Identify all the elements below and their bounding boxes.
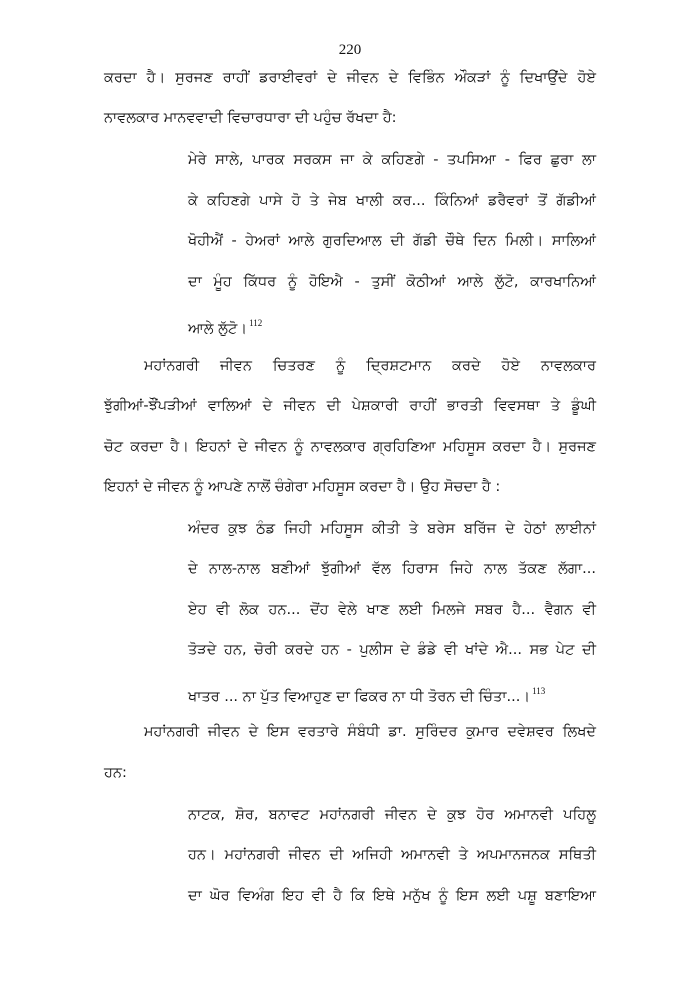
- quote-line: ਦਾ ਘੋਰ ਵਿਅੰਗ ਇਹ ਵੀ ਹੈ ਕਿ ਇਥੇ ਮਨੁੱਖ ਨੂੰ ਇਸ ਲਈ ਪਸ਼ੂ ਬਣਾਇਆ: [188, 888, 596, 904]
- body-line: ਮਹਾਂਨਗਰੀ ਜੀਵਨ ਚਿਤਰਣ ਨੂੰ ਦ੍ਰਿਸ਼ਟਮਾਨ ਕਰਦੇ ਹੋਏ ਨਾਵਲਕਾਰ: [144, 358, 596, 374]
- body-line: ਮਹਾਂਨਗਰੀ ਜੀਵਨ ਦੇ ਇਸ ਵਰਤਾਰੇ ਸੰਬੰਧੀ ਡਾ. ਸੁਰਿੰਦਰ ਕੁਮਾਰ ਦਵੇਸ਼ਵਰ ਲਿਖਦੇ: [144, 724, 596, 740]
- body-line: ਝੁੱਗੀਆਂ-ਝੌਂਪੜੀਆਂ ਵਾਲਿਆਂ ਦੇ ਜੀਵਨ ਦੀ ਪੇਸ਼ਕਾਰੀ ਰਾਹੀਂ ਭਾਰਤੀ ਵਿਵਸਥਾ ਤੇ ਡੂੰਘੀ: [104, 398, 596, 414]
- quote-line: ਅੰਦਰ ਕੁਝ ਠੰਡ ਜਿਹੀ ਮਹਿਸੂਸ ਕੀਤੀ ਤੇ ਬਰੇਸ ਬਰਿੱਜ ਦੇ ਹੇਠਾਂ ਲਾਈਨਾਂ: [188, 521, 596, 537]
- quote-line: ਤੋੜਦੇ ਹਨ, ਚੋਰੀ ਕਰਦੇ ਹਨ - ਪੁਲੀਸ ਦੇ ਡੰਡੇ ਵੀ ਖਾਂਦੇ ਐ... ਸਭ ਪੇਟ ਦੀ: [188, 642, 596, 658]
- quote-line: [188, 313, 596, 339]
- footnote-ref: 113: [532, 686, 546, 696]
- page-number: 220: [338, 42, 362, 58]
- quote-line: ਹਨ। ਮਹਾਂਨਗਰੀ ਜੀਵਨ ਦੀ ਅਜਿਹੀ ਅਮਾਨਵੀ ਤੇ ਅਪਮਾਨਜਨਕ ਸਥਿਤੀ: [188, 847, 596, 863]
- quote-text: ਆਲੇ ਲੁੱਟੋ।: [188, 321, 248, 337]
- quote-line: ਦਾ ਮੂੰਹ ਕਿੱਧਰ ਨੂੰ ਹੋਇਐ - ਤੁਸੀਂ ਕੋਠੀਆਂ ਆਲੇ ਲੁੱਟੋ, ਕਾਰਖਾਨਿਆਂ: [188, 274, 596, 290]
- quote-line: ਦੇ ਨਾਲ-ਨਾਲ ਬਣੀਆਂ ਝੁੱਗੀਆਂ ਵੱਲ ਹਿਰਾਸ ਜਿਹੇ ਨਾਲ ਤੱਕਣ ਲੱਗਾ...: [188, 561, 596, 577]
- quote-line: ਨਾਟਕ, ਸ਼ੋਰ, ਬਨਾਵਟ ਮਹਾਂਨਗਰੀ ਜੀਵਨ ਦੇ ਕੁਝ ਹੋਰ ਅਮਾਨਵੀ ਪਹਿਲੂ: [188, 807, 596, 823]
- quote-line: [188, 681, 596, 707]
- body-line: ਹਨ:: [104, 765, 127, 781]
- quote-line: ਕੇ ਕਹਿਣਗੇ ਪਾਸੇ ਹੋ ਤੇ ਜੇਬ ਖਾਲੀ ਕਰ... ਕਿੰਨਿਆਂ ਡਰੈਵਰਾਂ ਤੋਂ ਗੱਡੀਆਂ: [188, 193, 596, 209]
- body-line: ਇਹਨਾਂ ਦੇ ਜੀਵਨ ਨੂੰ ਆਪਣੇ ਨਾਲੋਂ ਚੰਗੇਰਾ ਮਹਿਸੂਸ ਕਰਦਾ ਹੈ। ਉਹ ਸੋਚਦਾ ਹੈ :: [104, 479, 501, 495]
- quote-line: ਏਹ ਵੀ ਲੋਕ ਹਨ... ਦੋਂਹ ਵੇਲੇ ਖਾਣ ਲਈ ਮਿਲਜੇ ਸਬਰ ਹੈ... ਵੈਗਨ ਵੀ: [188, 602, 596, 618]
- quote-text: ਖਾਤਰ ... ਨਾ ਪੁੱਤ ਵਿਆਹੁਣ ਦਾ ਫਿਕਰ ਨਾ ਧੀ ਤੋਰਨ ਦੀ ਚਿੰਤਾ...।: [188, 689, 531, 705]
- body-line: ਨਾਵਲਕਾਰ ਮਾਨਵਵਾਦੀ ਵਿਚਾਰਧਾਰਾ ਦੀ ਪਹੁੰਚ ਰੱਖਦਾ ਹੈ:: [104, 110, 397, 126]
- body-line: ਕਰਦਾ ਹੈ। ਸੁਰਜਣ ਰਾਹੀਂ ਡਰਾਈਵਰਾਂ ਦੇ ਜੀਵਨ ਦੇ ਵਿਭਿੰਨ ਔਕੜਾਂ ਨੂੰ ਦਿਖਾਉਂਦੇ ਹੋਏ: [104, 70, 596, 86]
- quote-line: ਖੋਹੀਐਂ - ਹੇਅਰਾਂ ਆਲੇ ਗੁਰਦਿਆਲ ਦੀ ਗੱਡੀ ਚੌਥੇ ਦਿਨ ਮਿਲੀ। ਸਾਲਿਆਂ: [188, 233, 596, 249]
- body-line: ਚੋਟ ਕਰਦਾ ਹੈ। ਇਹਨਾਂ ਦੇ ਜੀਵਨ ਨੂੰ ਨਾਵਲਕਾਰ ਗ੍ਰਹਿਣਿਆ ਮਹਿਸੂਸ ਕਰਦਾ ਹੈ। ਸੁਰਜਣ: [104, 439, 596, 455]
- quote-line: ਮੇਰੇ ਸਾਲੇ, ਪਾਰਕ ਸਰਕਸ ਜਾ ਕੇ ਕਹਿਣਗੇ - ਤਪਸਿਆ - ਫਿਰ ਛੁਰਾ ਲਾ: [188, 152, 596, 168]
- footnote-ref: 112: [249, 318, 263, 328]
